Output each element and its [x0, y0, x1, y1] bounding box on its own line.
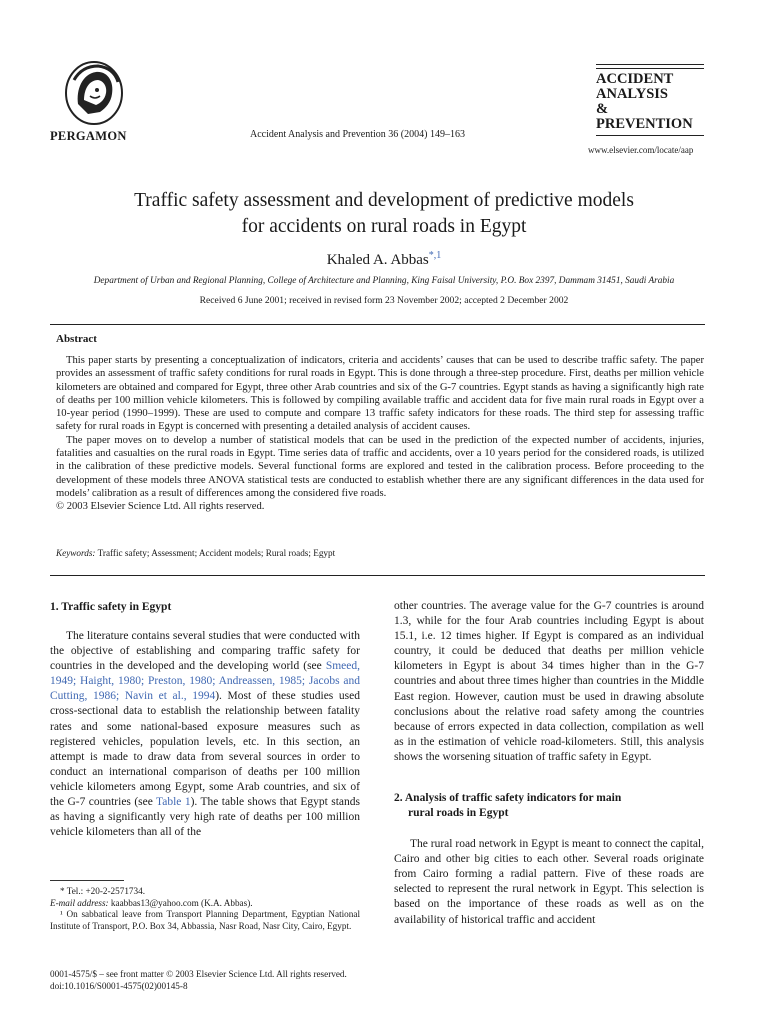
journal-title-line: ANALYSIS — [596, 86, 668, 102]
footnote-email — [50, 898, 360, 910]
body-text: The literature contains several studies that were conducted with the objective of establishing and comparing traffic safety for countries in the developed and the developing world (see — [50, 630, 360, 673]
author-affiliation: Department of Urban and Regional Planning, College of Architecture and Planning, King Faisal University, P.O. Box 2397, Dammam 31451, Saudi Arabia — [93, 276, 675, 286]
doi-line[interactable]: doi:10.1016/S0001-4575(02)00145-8 — [50, 981, 188, 991]
section-2-paragraph: The rural road network in Egypt is meant to connect the capital, Cairo and other big cities to each other. Several roads originate from Cairo forming a radial pattern. Five of these roads are selected to represent the rural network in Egypt. This selection is based on the importance of these roads as well as on the availability of historical traffic and accident — [394, 838, 704, 926]
abstract-heading: Abstract — [56, 333, 97, 345]
divider-bottom — [50, 575, 705, 576]
footnotes — [50, 886, 360, 932]
journal-title — [596, 72, 693, 132]
journal-title-line: ACCIDENT — [596, 71, 674, 87]
keywords — [56, 548, 335, 558]
journal-citation: Accident Analysis and Prevention 36 (2004) 149–163 — [250, 129, 465, 140]
section-1-paragraph — [50, 629, 360, 840]
journal-title-rule-bottom — [596, 135, 704, 136]
section-1-continued: other countries. The average value for the G-7 countries is around 1.3, while for the four Arab countries including Egypt is about 15.1, i.e. 12 times higher. If Egypt is compared as an individual country, it could be deduced that deaths per million vehicle kilometers in Egypt is about 34 times higher than in the G-7 countries and about three times higher than countries in the Middle East region. However, caution must be used in drawing absolute conclusions about the relative road safety among the countries because of errors expected in data collection, compilation as well as in the estimation of vehicle road-kilometers. Still, this analysis shows the worsening situation of traffic safety in Egypt. — [394, 600, 704, 763]
right-column — [394, 599, 704, 928]
issn-line: 0001-4575/$ – see front matter © 2003 Elsevier Science Ltd. All rights reserved. — [50, 969, 347, 979]
section-2-heading-line: rural roads in Egypt — [408, 807, 509, 820]
section-2-heading — [394, 791, 704, 821]
article-title-line: for accidents on rural roads in Egypt — [241, 216, 527, 237]
received-dates: Received 6 June 2001; received in revised form 23 November 2002; accepted 2 December 2002 — [199, 295, 569, 306]
footnote-1: ¹ On sabbatical leave from Transport Planning Department, Egyptian National Institute of Transport, P.O. Box 34, Abbassia, Nasr Road, Nasr City, Cairo, Egypt. — [50, 909, 360, 931]
article-title-line: Traffic safety assessment and development of predictive models — [134, 190, 634, 211]
left-column — [50, 600, 360, 840]
keywords-list: Traffic safety; Assessment; Accident models; Rural roads; Egypt — [97, 548, 336, 558]
page-footer — [50, 968, 347, 992]
footnote-tel: * Tel.: +20-2-2571734. — [60, 886, 146, 896]
email-address[interactable]: kaabbas13@yahoo.com (K.A. Abbas). — [108, 897, 253, 908]
email-label: E-mail address: — [50, 897, 109, 908]
keywords-label: Keywords: — [56, 548, 96, 558]
author-line — [60, 250, 708, 269]
divider-top — [50, 324, 705, 325]
body-text: ). The table shows that Egypt stands as having a significantly very high rate of deaths per 100 million vehicle kilometers than all of the — [50, 796, 360, 839]
abstract-body — [56, 354, 704, 514]
author-name: Khaled A. Abbas — [326, 252, 429, 268]
body-text: ). Most of these studies used cross-sectional data to establish the relationship between fatality rates and some national-based exposure measures such as registered vehicles, population levels, etc. In this section, an attempt is made to draw data from several sources in order to conduct an international comparison of deaths per 100 million vehicle kilometers among Egypt, some Arab countries, and six of the G-7 countries (see — [50, 690, 360, 809]
abstract-paragraph: The paper moves on to develop a number of statistical models that can be used in the prediction of the expected number of accidents, injuries, fatalities and casualties on the rural roads in Egypt. Time series data of traffic and accidents, over a 10 years period for the considered roads, is utilized in the calibration of these predictive models. Several functional forms are explored and tested in the calibration process. Before proceeding to the development of these models three ANOVA statistical tests are conducted to establish whether there are any significant differences in the data used for models’ calibration as a result of differences among the considered five roads. — [56, 434, 704, 499]
author-marks[interactable]: *,1 — [428, 250, 442, 261]
citation-link[interactable]: Smeed, 1949; Haight, 1980; Preston, 1980; Andreassen, 1985; Jacobs and Cutting, 1986; Navin et al., 1994 — [50, 660, 360, 703]
table-link[interactable]: Table 1 — [156, 796, 191, 809]
journal-title-line: PREVENTION — [596, 116, 693, 132]
section-2-heading-line: 2. Analysis of traffic safety indicators for main — [394, 792, 622, 805]
journal-url[interactable]: www.elsevier.com/locate/aap — [588, 145, 694, 155]
footnote-rule — [50, 880, 124, 881]
section-1-heading: 1. Traffic safety in Egypt — [50, 601, 172, 613]
journal-title-rule-top2 — [596, 68, 704, 69]
journal-title-line: & — [596, 101, 609, 117]
publisher-name: PERGAMON — [50, 129, 127, 143]
article-title — [60, 188, 708, 240]
abstract-copyright: © 2003 Elsevier Science Ltd. All rights reserved. — [56, 501, 265, 513]
abstract-paragraph: This paper starts by presenting a conceptualization of indicators, criteria and accidents’ causes that can be used to describe traffic safety. The paper provides an assessment of traffic safety conditions for rural roads in Egypt. This is done through a three-step procedure. First, deaths per million vehicle kilometers are obtained and compared for Egypt, three other Arab countries and six of the G-7 countries. Egypt stands as having a significantly high rate of deaths per 100 million vehicle kilometers. This is followed by compiling available traffic and accident data for five main rural roads in Egypt over a 10-year period (1990–1999). These are used to compute and compare 13 traffic safety indicators for these roads. The third step for assessing traffic safety for rural roads in Egypt is concerned with presenting a detailed analysis of accident causes. — [56, 355, 704, 433]
publisher-logo — [64, 60, 124, 126]
journal-title-rule-top — [596, 64, 704, 65]
